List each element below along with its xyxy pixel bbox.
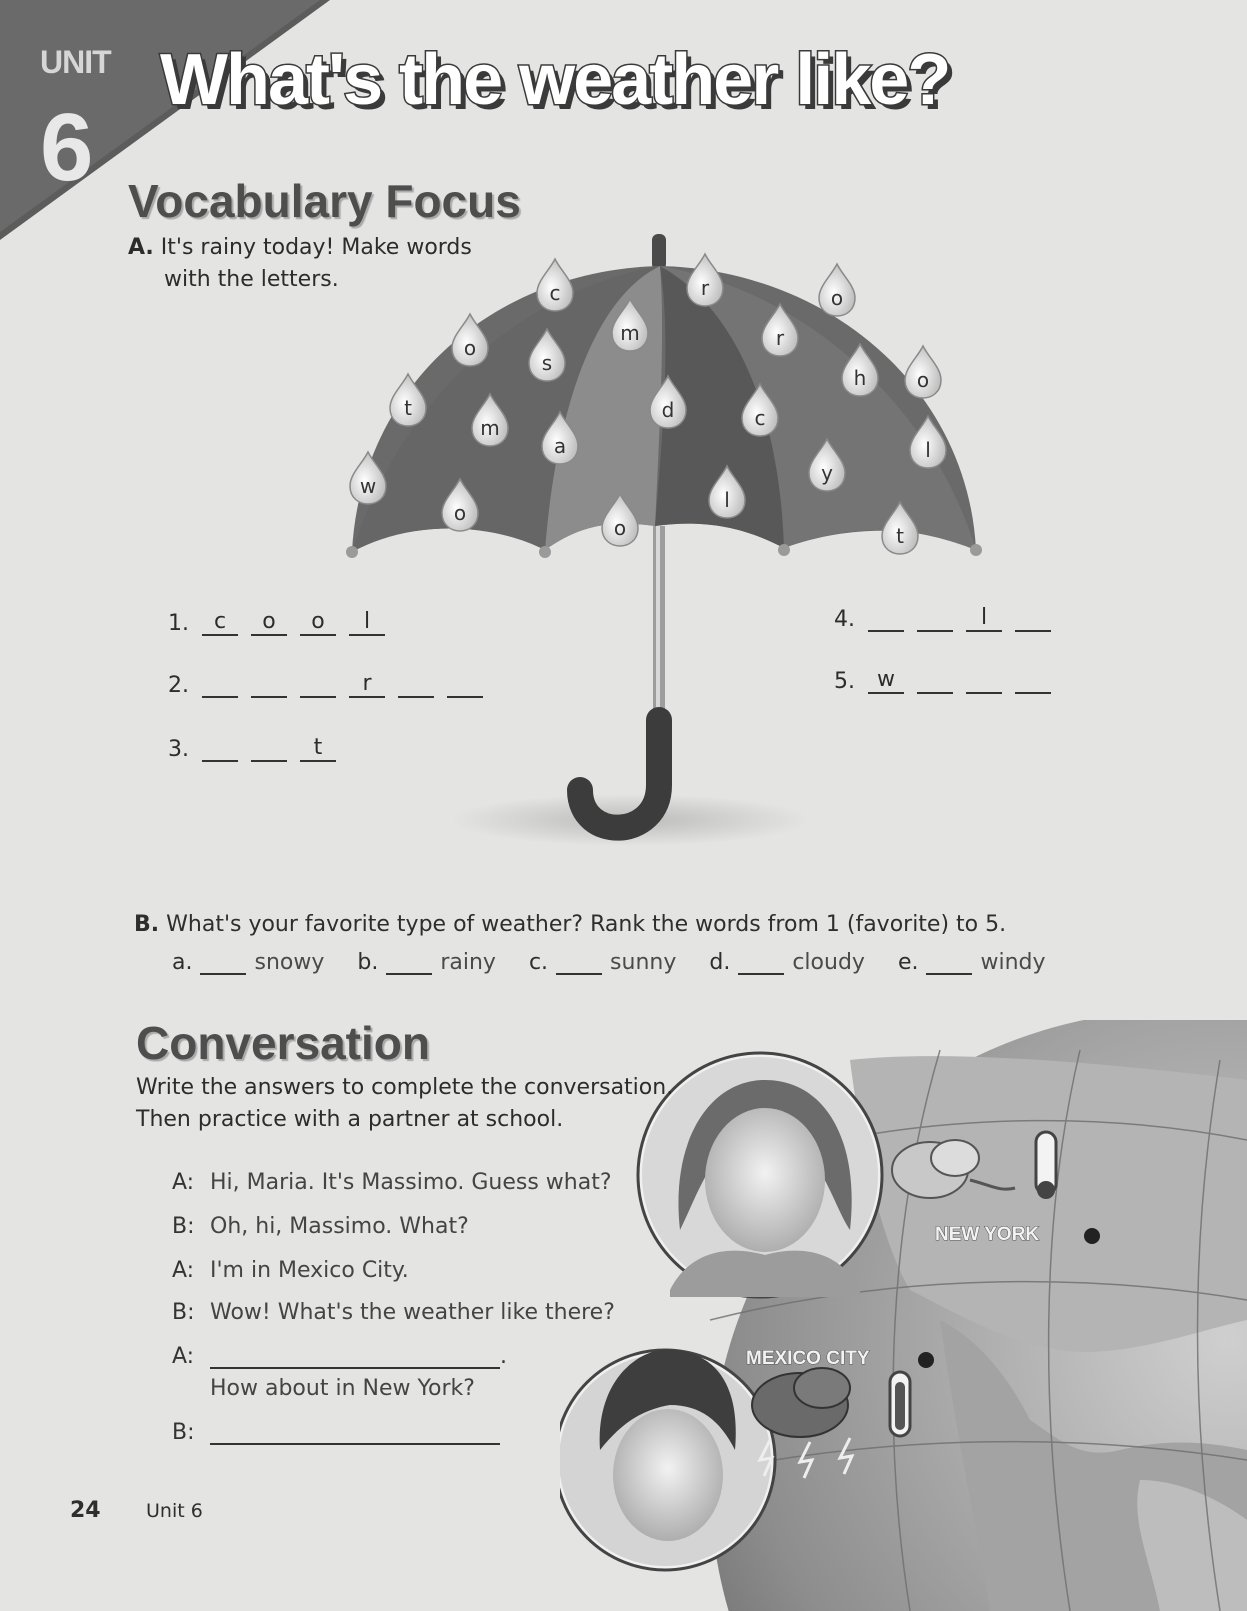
svg-text:m: m [620, 321, 640, 345]
rank-item-a: a. snowy [172, 950, 325, 975]
dialog-line: B: Oh, hi, Massimo. What? [172, 1214, 469, 1239]
blank[interactable] [398, 672, 434, 698]
page-title: What's the weather like? [160, 40, 950, 120]
blank[interactable] [300, 672, 336, 698]
answer-line[interactable] [210, 1347, 500, 1369]
answer-line[interactable] [210, 1423, 500, 1445]
part-a-text-1: It's rainy today! Make words [160, 235, 472, 260]
blank[interactable]: c [202, 610, 238, 636]
conversation-instruction [136, 1072, 696, 1136]
rank-blank[interactable] [926, 955, 972, 975]
city-label-new-york: NEW YORK [935, 1224, 1040, 1245]
blank[interactable] [1015, 668, 1051, 694]
unit-number: 6 [40, 94, 94, 201]
blank[interactable]: o [300, 610, 336, 636]
svg-text:o: o [453, 501, 467, 525]
blank[interactable] [251, 672, 287, 698]
rank-blank[interactable] [556, 955, 602, 975]
part-a-letter: A. [128, 235, 154, 260]
blank[interactable]: l [349, 610, 385, 636]
svg-text:o: o [830, 286, 844, 310]
blank[interactable] [447, 672, 483, 698]
dialog-line: B: Wow! What's the weather like there? [172, 1300, 615, 1325]
conversation-heading: Conversation [136, 1017, 430, 1069]
svg-text:t: t [896, 524, 904, 548]
svg-text:h: h [853, 366, 867, 390]
rank-blank[interactable] [200, 955, 246, 975]
svg-text:o: o [463, 336, 477, 360]
raindrop-letter-c [537, 259, 573, 311]
part-a-text-2: with the letters. [164, 267, 339, 292]
rank-item-c: c. sunny [528, 950, 677, 975]
dialog-answer-a: A: . [172, 1344, 507, 1369]
rank-blank[interactable] [386, 955, 432, 975]
thermometer-icon [890, 1372, 910, 1436]
dialog-answer-b: B: [172, 1420, 500, 1445]
blank[interactable] [917, 668, 953, 694]
city-label-mexico-city: MEXICO CITY [746, 1348, 870, 1369]
conversation-instruction-1: Write the answers to complete the conversation. [136, 1075, 674, 1100]
exercise-4: 4. l [834, 606, 1064, 632]
svg-text:y: y [821, 461, 833, 485]
part-b-text: What's your favorite type of weather? Rank the words from 1 (favorite) to 5. [166, 912, 1007, 937]
svg-text:o: o [613, 516, 627, 540]
unit-label: UNIT [40, 44, 111, 80]
blank[interactable] [1015, 606, 1051, 632]
raindrop-letter-o [819, 264, 855, 316]
dialog-line: How about in New York? [210, 1376, 475, 1401]
svg-text:d: d [661, 398, 675, 422]
blank[interactable]: l [966, 606, 1002, 632]
svg-text:s: s [541, 351, 553, 375]
svg-text:l: l [724, 488, 730, 512]
svg-text:c: c [549, 281, 561, 305]
rank-item-b: b. rainy [357, 950, 496, 975]
rank-blank[interactable] [738, 955, 784, 975]
exercise-3: 3. t [168, 736, 349, 762]
rank-item-e: e. windy [897, 950, 1046, 975]
conversation-instruction-2: Then practice with a partner at school. [136, 1107, 564, 1132]
thermometer-icon [1036, 1132, 1056, 1199]
exercise-5: 5. w [834, 668, 1064, 694]
exercise-1: 1. c o o l [168, 610, 398, 636]
footer-unit: Unit 6 [146, 1500, 203, 1522]
dialog-line: A: Hi, Maria. It's Massimo. Guess what? [172, 1170, 612, 1195]
blank[interactable]: o [251, 610, 287, 636]
blank[interactable] [202, 736, 238, 762]
blank[interactable] [966, 668, 1002, 694]
blank[interactable] [868, 606, 904, 632]
svg-text:r: r [775, 326, 785, 350]
raindrop-letter-o [905, 346, 941, 398]
vocabulary-heading: Vocabulary Focus [128, 175, 521, 227]
svg-text:l: l [925, 438, 931, 462]
part-b-letter: B. [134, 912, 160, 937]
raindrop-letter-r [687, 254, 723, 306]
blank[interactable]: r [349, 672, 385, 698]
svg-text:m: m [480, 416, 500, 440]
blank[interactable] [202, 672, 238, 698]
svg-text:t: t [404, 396, 412, 420]
blank[interactable]: w [868, 668, 904, 694]
svg-text:o: o [916, 368, 930, 392]
page-number: 24 [70, 1498, 101, 1523]
rank-item-d: d. cloudy [709, 950, 865, 975]
dialog-line: A: I'm in Mexico City. [172, 1258, 409, 1283]
exercise-2: 2. r [168, 672, 496, 698]
rank-options [172, 950, 1072, 975]
svg-text:a: a [553, 434, 567, 458]
blank[interactable]: t [300, 736, 336, 762]
umbrella-illustration [340, 230, 1000, 850]
part-b-instruction [134, 912, 1006, 937]
svg-text:w: w [359, 474, 377, 498]
svg-text:r: r [700, 276, 710, 300]
blank[interactable] [917, 606, 953, 632]
svg-text:c: c [754, 406, 766, 430]
blank[interactable] [251, 736, 287, 762]
